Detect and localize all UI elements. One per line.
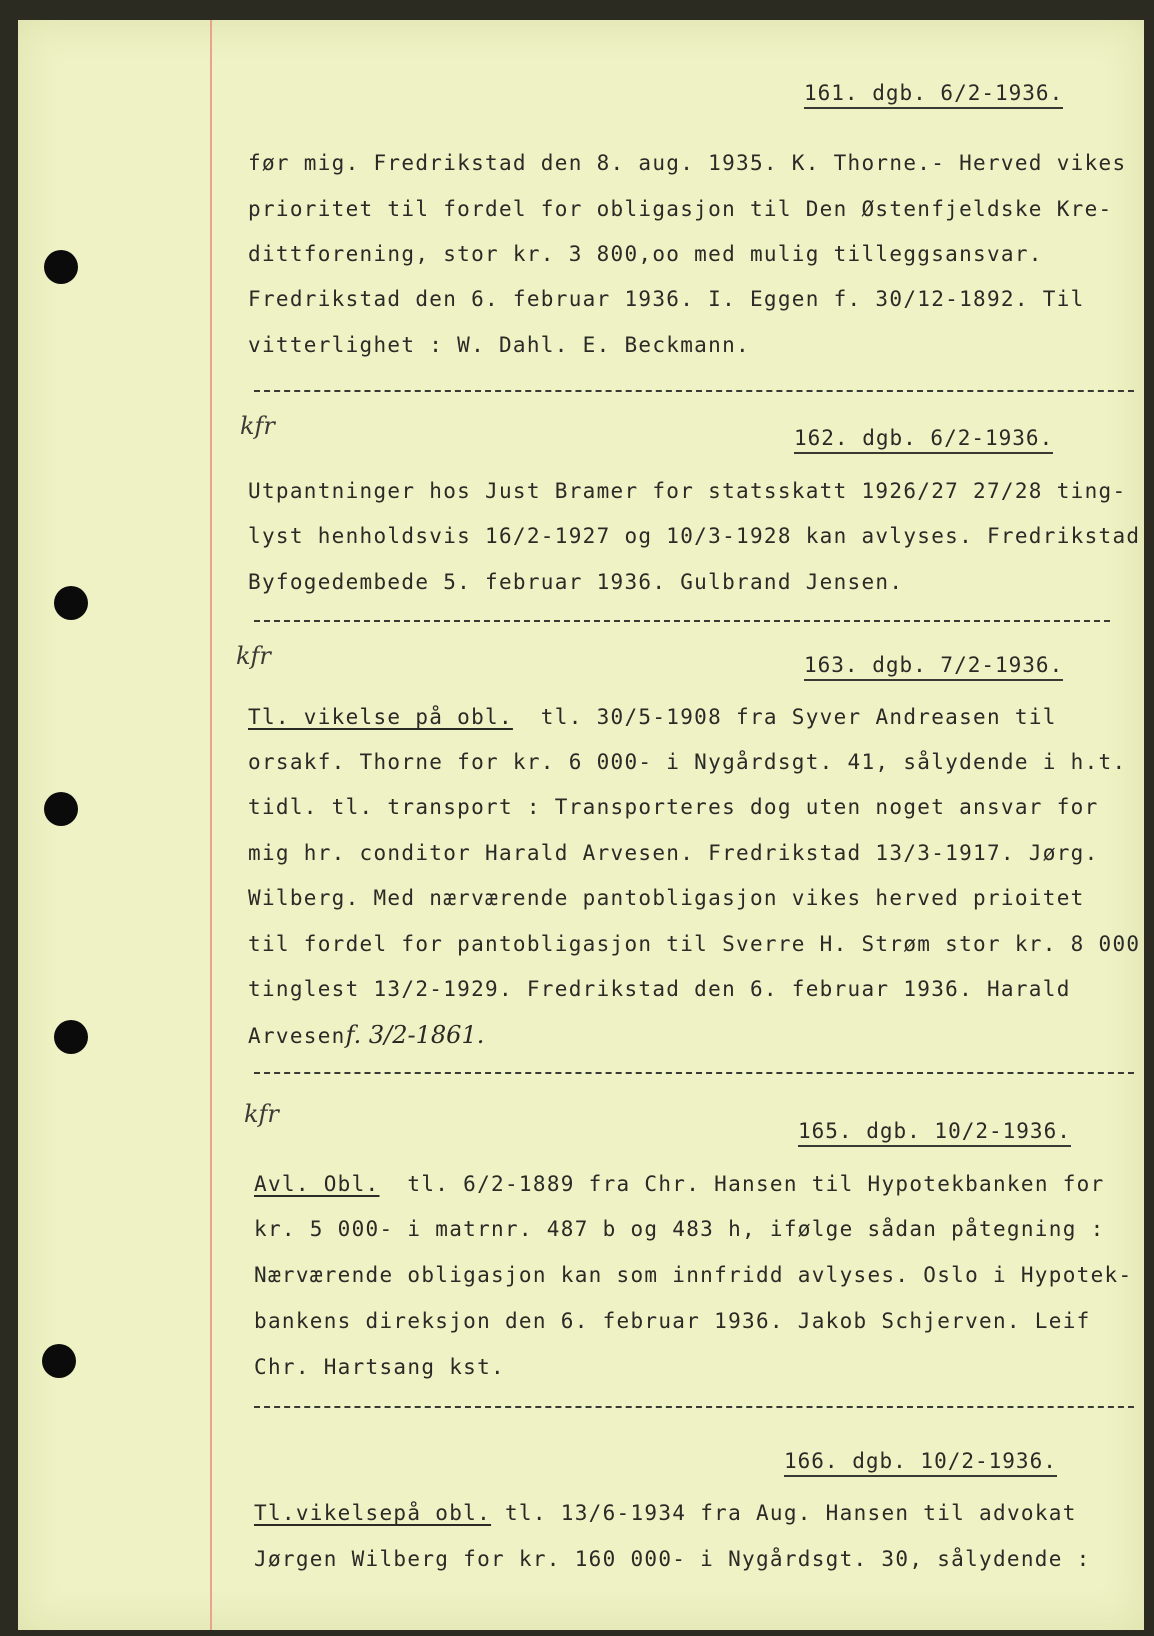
text-line: mig hr. conditor Harald Arvesen. Fredrikstad 13/3-1917. Jørg. [248, 841, 1099, 865]
text-line: Tl.vikelsepå obl. tl. 13/6-1934 fra Aug. Hansen til advokat [254, 1501, 1077, 1525]
text-line: Arvesenf. 3/2-1861. [248, 1021, 485, 1049]
text-line: bankens direksjon den 6. februar 1936. Jakob Schjerven. Leif [254, 1309, 1091, 1333]
punch-hole [54, 586, 88, 620]
separator [254, 1406, 1134, 1408]
margin-rule [210, 20, 212, 1630]
text-line: Tl. vikelse på obl. tl. 30/5-1908 fra Syver Andreasen til [248, 705, 1057, 729]
entry-header: 163. dgb. 7/2-1936. [804, 652, 1063, 681]
separator [254, 390, 1134, 392]
separator [254, 1072, 1134, 1074]
entry-header: 166. dgb. 10/2-1936. [784, 1448, 1057, 1477]
separator [254, 620, 1110, 622]
text-line: Byfogedembede 5. februar 1936. Gulbrand Jensen. [248, 570, 904, 594]
document-page [18, 20, 1154, 1630]
text-line: dittforening, stor kr. 3 800,oo med mulig tilleggsansvar. [248, 242, 1043, 266]
text-line: tidl. tl. transport : Transporteres dog uten noget ansvar for [248, 795, 1099, 819]
punch-hole [44, 792, 78, 826]
punch-hole [54, 1020, 88, 1054]
underlined-lead: Tl. vikelse på obl. [248, 705, 513, 729]
handwritten-note: f. 3/2-1861. [345, 1021, 485, 1049]
text-line: kr. 5 000- i matrnr. 487 b og 483 h, ifølge sådan påtegning : [254, 1217, 1105, 1241]
text-line: Utpantninger hos Just Bramer for statsskatt 1926/27 27/28 ting- [248, 479, 1127, 503]
entry-header: 162. dgb. 6/2-1936. [794, 425, 1053, 454]
punch-hole [44, 250, 78, 284]
text-line: vitterlighet : W. Dahl. E. Beckmann. [248, 333, 750, 357]
text-line: til fordel for pantobligasjon til Sverre H. Strøm stor kr. 8 000- [248, 932, 1154, 956]
margin-note: kfr [244, 1100, 279, 1128]
text-line: Jørgen Wilberg for kr. 160 000- i Nygårdsgt. 30, sålydende : [254, 1547, 1091, 1571]
text-line: Chr. Hartsang kst. [254, 1355, 505, 1379]
text-line: orsakf. Thorne for kr. 6 000- i Nygårdsgt. 41, sålydende i h.t. [248, 750, 1127, 774]
margin-note: kfr [236, 642, 271, 670]
text-line: Nærværende obligasjon kan som innfridd avlyses. Oslo i Hypotek- [254, 1263, 1133, 1287]
entry-header: 165. dgb. 10/2-1936. [798, 1118, 1071, 1147]
text-line: lyst henholdsvis 16/2-1927 og 10/3-1928 kan avlyses. Fredrikstad [248, 524, 1141, 548]
text-line: før mig. Fredrikstad den 8. aug. 1935. K. Thorne.- Herved vikes [248, 151, 1127, 175]
margin-note: kfr [240, 412, 275, 440]
entry-header: 161. dgb. 6/2-1936. [804, 80, 1063, 109]
text-line: Avl. Obl. tl. 6/2-1889 fra Chr. Hansen til Hypotekbanken for [254, 1172, 1105, 1196]
text-line: prioritet til fordel for obligasjon til Den Østenfjeldske Kre- [248, 197, 1113, 221]
text-line: Fredrikstad den 6. februar 1936. I. Eggen f. 30/12-1892. Til [248, 287, 1085, 311]
text-line: tinglest 13/2-1929. Fredrikstad den 6. februar 1936. Harald [248, 977, 1071, 1001]
text-line: Wilberg. Med nærværende pantobligasjon vikes herved prioitet [248, 886, 1085, 910]
punch-hole [42, 1344, 76, 1378]
underlined-lead: Avl. Obl. [254, 1172, 380, 1196]
underlined-lead: Tl.vikelsepå obl. [254, 1501, 492, 1525]
